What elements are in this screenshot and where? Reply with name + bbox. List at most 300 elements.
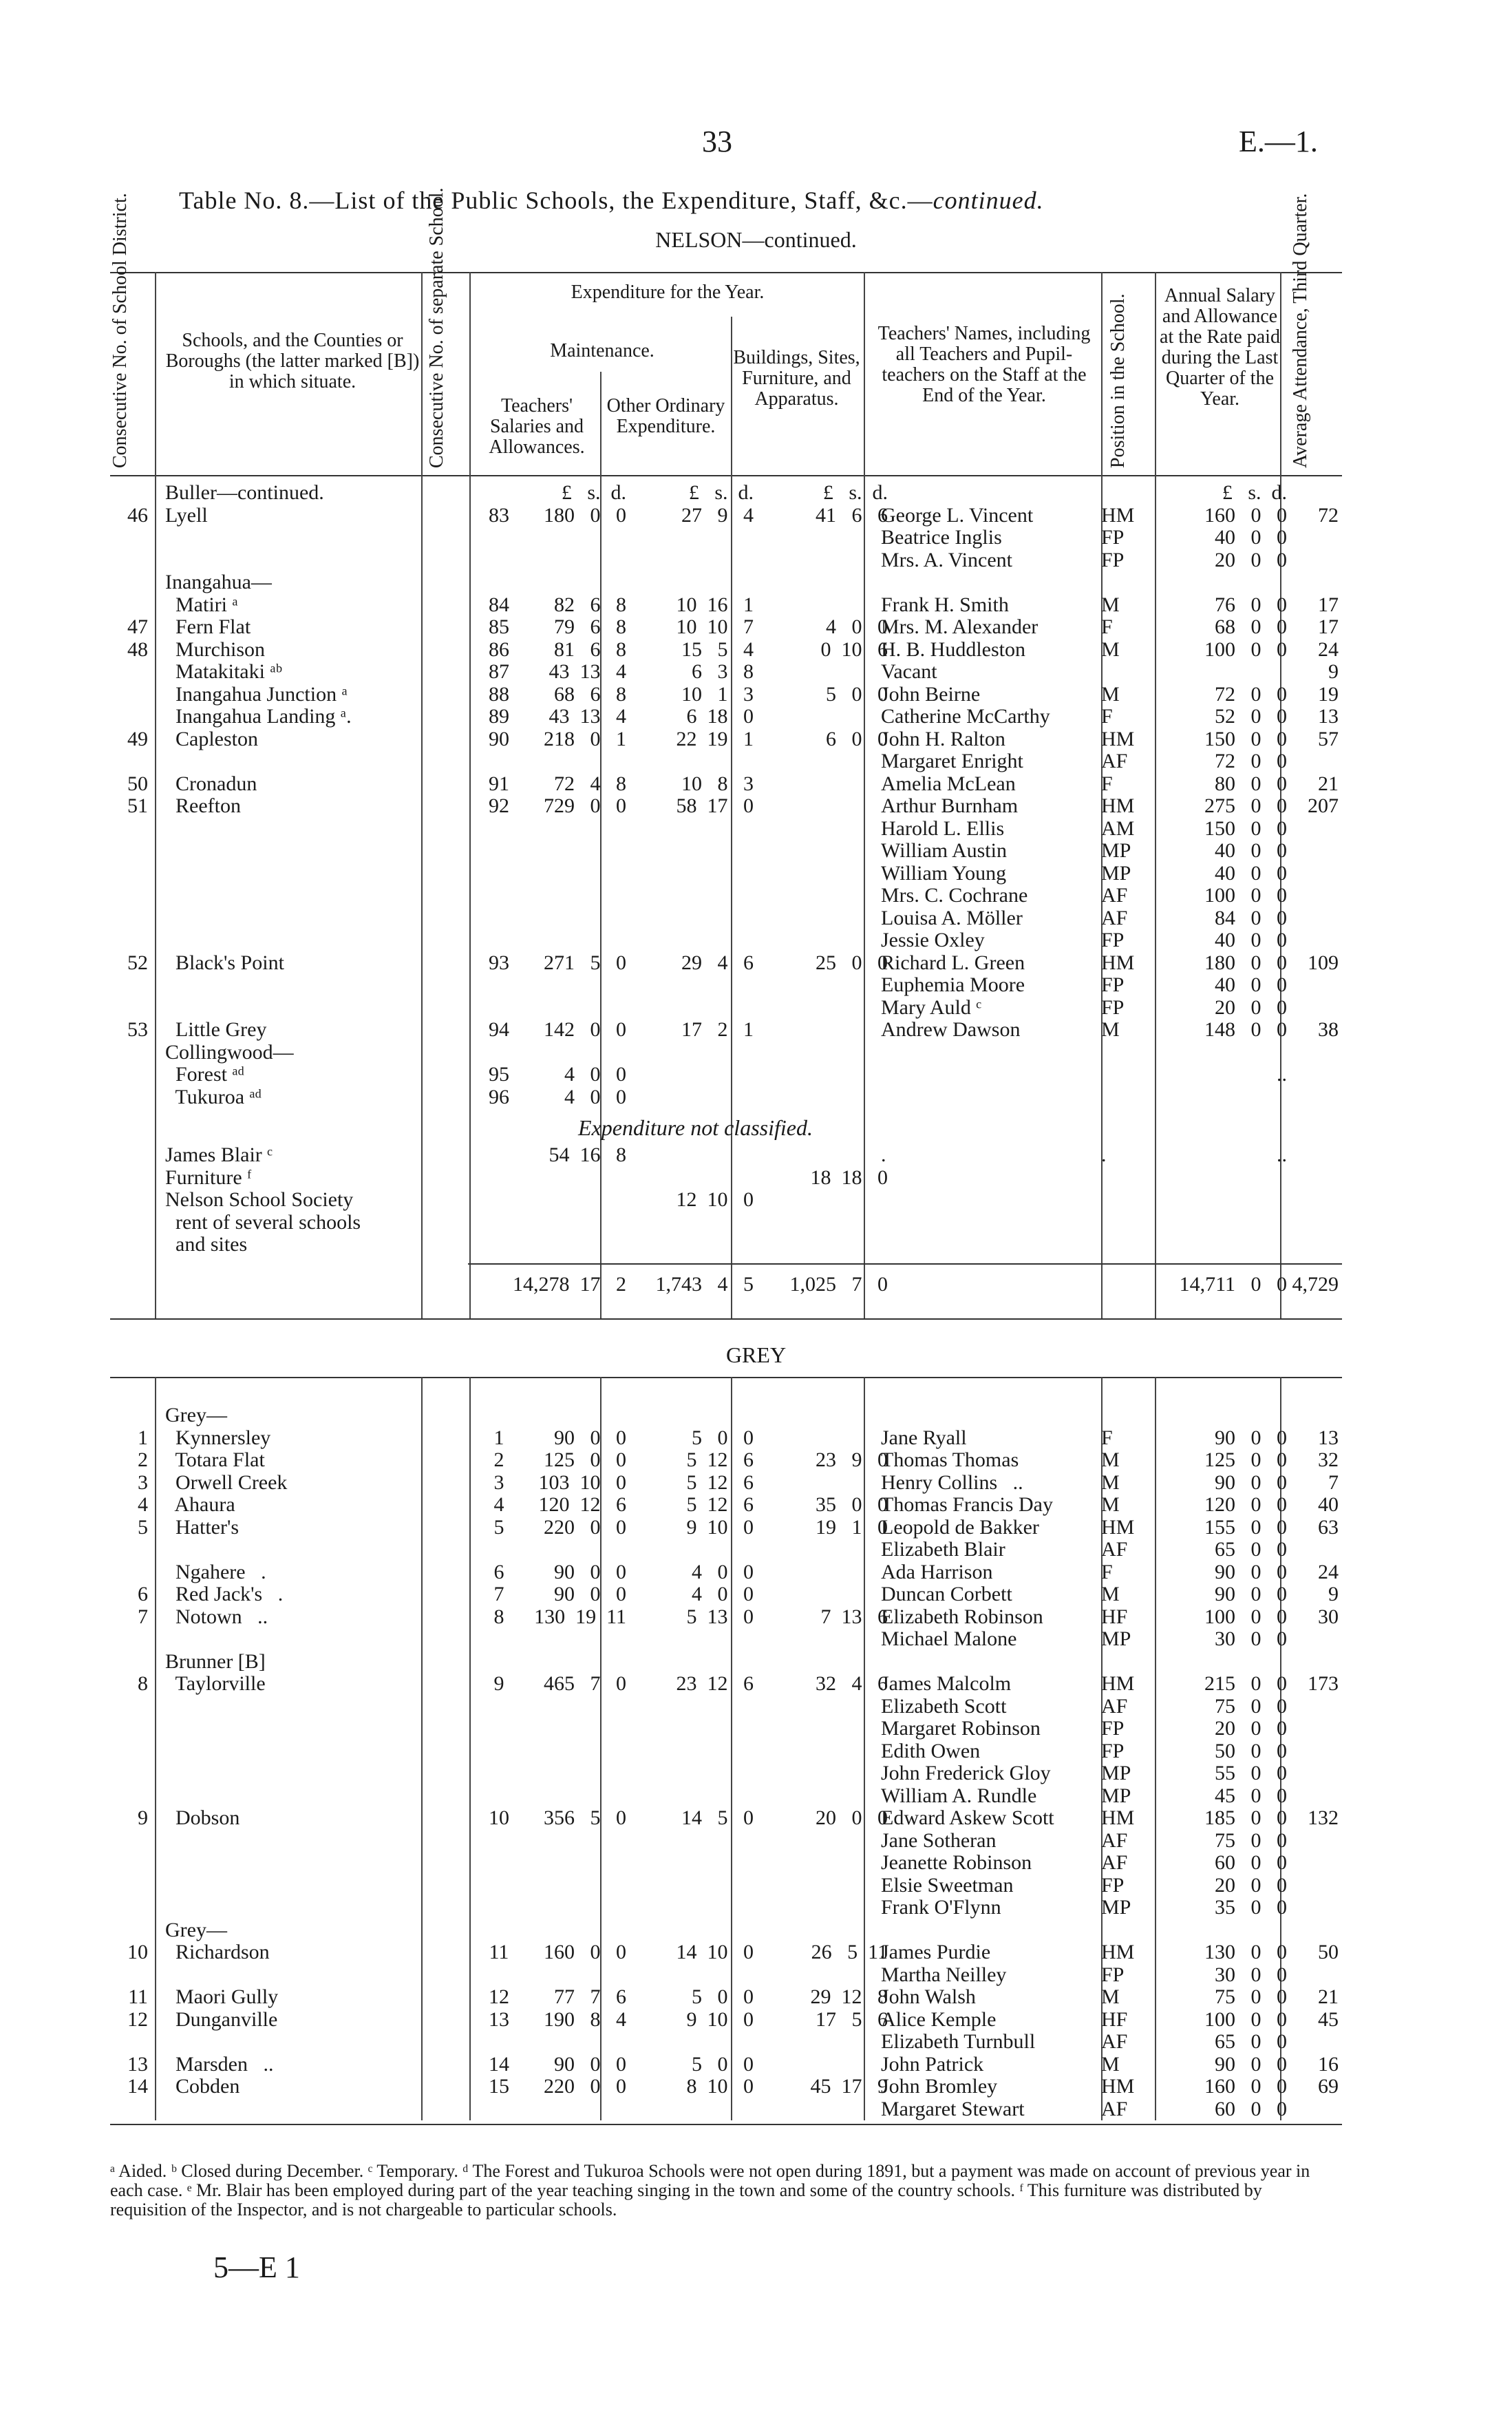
cell-other-expenditure: 5 0 0 <box>692 2052 754 2076</box>
cell-salary: 72 0 0 <box>1215 750 1287 772</box>
cell-teacher-name: Michael Malone <box>881 1627 1017 1650</box>
cell-school-name: Capleston <box>165 727 258 750</box>
cell-buildings: 17 5 6 <box>816 2007 888 2031</box>
cell-school-no: 6 <box>493 1560 504 1583</box>
cell-school-no: 4 <box>493 1493 504 1516</box>
cell-attendance: 38 <box>1318 1018 1339 1041</box>
cell-school-name: Lyell <box>165 503 208 527</box>
table-row <box>110 1696 1342 1718</box>
cell-attendance: 32 <box>1318 1448 1339 1471</box>
cell-other-expenditure: 14 10 0 <box>676 1941 754 1963</box>
cell-other-expenditure: 8 10 0 <box>686 2075 754 2098</box>
cell-school-name: Grey— <box>165 1918 227 1941</box>
cell-salary: 60 0 0 <box>1215 2097 1287 2120</box>
cell-salary: 130 0 0 <box>1204 1941 1287 1963</box>
cell-school-name: Totara Flat <box>165 1448 265 1471</box>
cell-other-expenditure: 23 12 6 <box>676 1672 754 1695</box>
cell-teacher-name: Arthur Burnham <box>881 794 1019 817</box>
cell-teachers-salaries: 81 6 8 <box>554 637 626 661</box>
cell-teachers-salaries: 72 4 8 <box>554 772 626 795</box>
cell-school-name: Inangahua Junction ᵃ <box>165 682 348 706</box>
table-row <box>110 1919 1342 1942</box>
cell-other-expenditure: 58 17 0 <box>676 794 754 817</box>
cell-school-name: rent of several schools <box>165 1210 361 1234</box>
table-row <box>110 885 1342 907</box>
cell-district-no: 49 <box>127 727 148 750</box>
cell-position: HM <box>1101 2075 1135 2098</box>
table-row <box>110 929 1342 952</box>
cell-teacher-name: Mary Auld ᶜ <box>881 995 982 1019</box>
cell-salary: 150 0 0 <box>1204 816 1287 840</box>
cell-attendance: 13 <box>1318 1426 1339 1449</box>
cell-district-no: 8 <box>138 1672 148 1695</box>
cell-school-no: 90 <box>489 727 509 750</box>
table-row <box>110 907 1342 930</box>
cell-teachers-salaries: 190 8 4 <box>544 2007 626 2031</box>
cell-buildings: 7 13 6 <box>820 1605 888 1628</box>
cell-teachers-salaries: 465 7 0 <box>544 1672 626 1695</box>
cell-teacher-name: Elizabeth Blair <box>881 1538 1005 1561</box>
footnote-text: ᵃ Aided. ᵇ Closed during December. ᶜ Temporary. ᵈ The Forest and Tukuroa Schools were not open during 1891, but a payment was made on account of previous year in each case. ᵉ Mr. Blair has been employed during part of the year teaching singing in the town and some of the country schools. ᶠ This furniture was distributed by requisition of the Inspector, and is not chargeable to particular schools. <box>110 2161 1310 2219</box>
cell-salary: 150 0 0 <box>1204 727 1287 750</box>
cell-school-no: 1 <box>493 1426 504 1449</box>
cell-district-no: 53 <box>127 1018 148 1041</box>
cell-salary: 40 0 0 <box>1215 526 1287 549</box>
table-row <box>110 1897 1342 1919</box>
cell-other-expenditure: 6 3 8 <box>692 660 754 683</box>
cell-salary: 90 0 0 <box>1215 1470 1287 1494</box>
cell-district-no: 9 <box>138 1806 148 1829</box>
cell-salary: 160 0 0 <box>1204 503 1287 527</box>
cell-district-no: 1 <box>138 1426 148 1449</box>
cell-buildings: 5 0 0 <box>826 682 888 706</box>
table-row <box>110 1144 1342 1167</box>
table-row <box>110 1404 1342 1427</box>
cell-teacher-name: Richard L. Green <box>881 951 1025 974</box>
cell-school-name: Buller—continued. <box>165 481 324 504</box>
cell-teacher-name: John Frederick Gloy <box>881 1762 1051 1784</box>
nelson-end-rule <box>110 1318 1342 1320</box>
header-teacher-names: Teachers' Names, including all Teachers and Pupil-teachers on the Staff at the End of the Year. <box>877 323 1091 406</box>
cell-teachers-salaries: 220 0 0 <box>544 1515 626 1539</box>
cell-school-no: 5 <box>493 1515 504 1539</box>
cell-teacher-name: Frank H. Smith <box>881 593 1009 616</box>
cell-salary: 40 0 0 <box>1215 839 1287 862</box>
cell-teachers-salaries: 356 5 0 <box>544 1806 626 1829</box>
cell-position: HM <box>1101 1672 1135 1695</box>
table-row <box>110 1274 1342 1296</box>
cell-attendance: 63 <box>1318 1515 1339 1539</box>
cell-salary: 68 0 0 <box>1215 615 1287 638</box>
cell-school-no: 88 <box>489 682 509 706</box>
table-row <box>110 1494 1342 1517</box>
cell-teacher-name: Jessie Oxley <box>881 929 985 951</box>
cell-position: M <box>1101 1018 1120 1041</box>
cell-other-expenditure: 1,743 4 5 <box>655 1273 754 1296</box>
cell-teachers-salaries: 90 0 0 <box>554 1426 626 1449</box>
table-row <box>110 1472 1342 1495</box>
cell-other-expenditure: 17 2 1 <box>681 1018 754 1041</box>
cell-attendance: 21 <box>1318 772 1339 795</box>
cell-teacher-name: Henry Collins .. <box>881 1470 1023 1494</box>
cell-other-expenditure: 10 8 3 <box>681 772 754 795</box>
cell-other-expenditure: 4 0 0 <box>692 1583 754 1605</box>
table-row <box>110 482 1342 505</box>
cell-buildings: 23 9 0 <box>816 1448 888 1471</box>
cell-attendance: 4,729 <box>1292 1273 1339 1296</box>
cell-position: MP <box>1101 1627 1131 1650</box>
cell-school-name: Richardson <box>165 1941 270 1963</box>
cell-salary: 75 0 0 <box>1215 1828 1287 1852</box>
table-row <box>110 571 1342 594</box>
header-other-expenditure: Other Ordinary Expenditure. <box>606 395 725 437</box>
cell-salary: 65 0 0 <box>1215 1538 1287 1561</box>
cell-position: M <box>1101 1493 1120 1516</box>
cell-teacher-name: Jane Ryall <box>881 1426 967 1449</box>
cell-teacher-name: Vacant <box>881 660 937 683</box>
cell-buildings: 26 5 11 <box>811 1941 888 1963</box>
table-row <box>110 1086 1342 1109</box>
table-row <box>110 750 1342 773</box>
cell-salary: 125 0 0 <box>1204 1448 1287 1471</box>
cell-attendance: 69 <box>1318 2075 1339 2098</box>
cell-other-expenditure: £ s. d. <box>688 481 754 504</box>
cell-school-name: Black's Point <box>165 951 284 974</box>
cell-position: HF <box>1101 1605 1128 1628</box>
cell-school-name: Fern Flat <box>165 615 251 638</box>
cell-school-name: Taylorville <box>165 1672 266 1695</box>
cell-salary: 45 0 0 <box>1215 1784 1287 1807</box>
table-row <box>110 1651 1342 1674</box>
cell-other-expenditure: 15 5 4 <box>681 637 754 661</box>
cell-other-expenditure: 9 10 0 <box>686 2007 754 2031</box>
grey-top-rule <box>110 1377 1342 1378</box>
table-row <box>110 549 1342 572</box>
table-row <box>110 1673 1342 1696</box>
cell-teachers-salaries: 271 5 0 <box>544 951 626 974</box>
cell-teacher-name: Euphemia Moore <box>881 973 1025 996</box>
cell-position: HM <box>1101 727 1135 750</box>
cell-salary: 30 0 0 <box>1215 1627 1287 1650</box>
cell-school-name: Marsden .. <box>165 2052 274 2076</box>
table-row <box>110 1875 1342 1897</box>
cell-salary: 100 0 0 <box>1204 637 1287 661</box>
cell-position: F <box>1101 705 1113 728</box>
cell-school-name: Matakitaki ᵃᵇ <box>165 660 282 683</box>
cell-teachers-salaries: 130 19 11 <box>534 1605 626 1628</box>
table-row <box>110 706 1342 728</box>
cell-attendance: 21 <box>1318 1985 1339 2008</box>
cell-teacher-name: Elsie Sweetman <box>881 1873 1014 1897</box>
cell-position: M <box>1101 1985 1120 2008</box>
section-grey: GREY <box>725 1342 787 1367</box>
cell-position: MP <box>1101 1762 1131 1784</box>
cell-teacher-name: Andrew Dawson <box>881 1018 1021 1041</box>
cell-teachers-salaries: 54 16 8 <box>549 1143 626 1166</box>
cell-school-name: Inangahua Landing ᵃ. <box>165 705 352 728</box>
cell-position: AF <box>1101 1538 1128 1561</box>
cell-salary: 100 0 0 <box>1204 2007 1287 2031</box>
header-top-rule <box>110 272 1342 273</box>
cell-position: AF <box>1101 1694 1128 1718</box>
cell-teacher-name: Thomas Thomas <box>881 1448 1019 1471</box>
cell-school-name: Inangahua— <box>165 571 272 593</box>
cell-position: FP <box>1101 526 1125 549</box>
cell-teacher-name: Catherine McCarthy <box>881 705 1050 728</box>
cell-other-expenditure: 6 18 0 <box>686 705 754 728</box>
cell-salary: 75 0 0 <box>1215 1694 1287 1718</box>
cell-school-no: 93 <box>489 951 509 974</box>
table-row <box>110 1042 1342 1064</box>
cell-district-no: 13 <box>127 2052 148 2076</box>
table-row <box>110 1449 1342 1472</box>
cell-attendance: 9 <box>1328 660 1339 683</box>
table-row <box>110 2031 1342 2054</box>
header-buildings: Buildings, Sites, Furniture, and Apparatus. <box>733 347 860 410</box>
cell-teachers-salaries: 4 0 0 <box>564 1063 626 1086</box>
table-row <box>110 1941 1342 1964</box>
cell-attendance: 16 <box>1318 2052 1339 2076</box>
table-row <box>110 1740 1342 1763</box>
cell-teachers-salaries: £ s. d. <box>561 481 626 504</box>
cell-teacher-name: Amelia McLean <box>881 772 1016 795</box>
nelson-table-body <box>110 482 1342 1108</box>
table-row <box>110 527 1342 549</box>
table-row <box>110 1539 1342 1561</box>
cell-salary: 90 0 0 <box>1215 1560 1287 1583</box>
cell-teacher-name: Margaret Enright <box>881 750 1023 772</box>
cell-attendance: 13 <box>1318 705 1339 728</box>
cell-school-no: 86 <box>489 637 509 661</box>
cell-salary: 148 0 0 <box>1204 1018 1287 1041</box>
table-row <box>110 1064 1342 1086</box>
cell-attendance: 57 <box>1318 727 1339 750</box>
cell-teacher-name: Edward Askew Scott <box>881 1806 1054 1829</box>
header-district: Consecutive No. of School District. <box>109 193 131 468</box>
cell-school-no: 14 <box>489 2052 509 2076</box>
cell-teacher-name: Elizabeth Robinson <box>881 1605 1043 1628</box>
cell-salary: 100 0 0 <box>1204 884 1287 907</box>
cell-school-no: 85 <box>489 615 509 638</box>
cell-position: HF <box>1101 2007 1128 2031</box>
table-row <box>110 2098 1342 2121</box>
cell-school-no: 11 <box>489 1941 509 1963</box>
table-row <box>110 639 1342 662</box>
cell-other-expenditure: 14 5 0 <box>681 1806 754 1829</box>
cell-attendance: 7 <box>1328 1470 1339 1494</box>
cell-position: HM <box>1101 1806 1135 1829</box>
cell-position: AF <box>1101 906 1128 929</box>
cell-salary: 20 0 0 <box>1215 1873 1287 1897</box>
cell-position: M <box>1101 1448 1120 1471</box>
cell-position: M <box>1101 682 1120 706</box>
table-row <box>110 1583 1342 1606</box>
page-number: 33 <box>702 125 732 158</box>
header-expenditure: Expenditure for the Year. <box>571 282 765 303</box>
cell-teacher-name: Alice Kemple <box>881 2007 997 2031</box>
cell-salary: 90 0 0 <box>1215 2052 1287 2076</box>
table-row <box>110 1167 1342 1190</box>
cell-attendance: 173 <box>1308 1672 1339 1695</box>
cell-salary: 75 0 0 <box>1215 1985 1287 2008</box>
cell-school-no: 10 <box>489 1806 509 1829</box>
cell-attendance: 24 <box>1318 637 1339 661</box>
cell-school-no: 8 <box>493 1605 504 1628</box>
table-row <box>110 997 1342 1020</box>
cell-teacher-name: Frank O'Flynn <box>881 1896 1001 1919</box>
table-row <box>110 1986 1342 2009</box>
cell-other-expenditure: 10 16 1 <box>676 593 754 616</box>
cell-teacher-name: John Beirne <box>881 682 981 706</box>
cell-school-name: James Blair ᶜ <box>165 1143 273 1166</box>
cell-school-name: Red Jack's . <box>165 1583 284 1605</box>
cell-attendance: 132 <box>1308 1806 1339 1829</box>
cell-salary: 120 0 0 <box>1204 1493 1287 1516</box>
cell-other-expenditure: 9 10 0 <box>686 1515 754 1539</box>
cell-attendance: 50 <box>1318 1941 1339 1963</box>
cell-attendance: 24 <box>1318 1560 1339 1583</box>
cell-teacher-name: Duncan Corbett <box>881 1583 1012 1605</box>
table-row <box>110 1606 1342 1629</box>
cell-salary: 30 0 0 <box>1215 1963 1287 1986</box>
cell-teacher-name: William Austin <box>881 839 1007 862</box>
cell-teacher-name: Mrs. A. Vincent <box>881 548 1012 571</box>
cell-position: AF <box>1101 1851 1128 1874</box>
table-row <box>110 818 1342 841</box>
cell-teachers-salaries: 43 13 4 <box>549 660 626 683</box>
cell-position: FP <box>1101 929 1125 951</box>
cell-teachers-salaries: 77 7 6 <box>554 1985 626 2008</box>
cell-school-no: 7 <box>493 1583 504 1605</box>
cell-school-name: Maori Gully <box>165 1985 279 2008</box>
cell-salary: 215 0 0 <box>1204 1672 1287 1695</box>
cell-teacher-name: Margaret Stewart <box>881 2097 1025 2120</box>
cell-teacher-name: Jane Sotheran <box>881 1828 997 1852</box>
cell-school-name: Reefton <box>165 794 241 817</box>
table-row <box>110 952 1342 975</box>
cell-salary: 20 0 0 <box>1215 548 1287 571</box>
cell-other-expenditure: 5 12 6 <box>686 1470 754 1494</box>
cell-teacher-name: George L. Vincent <box>881 503 1034 527</box>
cell-position: FP <box>1101 973 1125 996</box>
cell-other-expenditure: 27 9 4 <box>681 503 754 527</box>
cell-other-expenditure: 12 10 0 <box>676 1188 754 1211</box>
cell-school-no: 96 <box>489 1085 509 1108</box>
cell-salary: 84 0 0 <box>1215 906 1287 929</box>
cell-position: HM <box>1101 794 1135 817</box>
cell-position: HM <box>1101 1515 1135 1539</box>
footnotes <box>110 2162 1342 2219</box>
cell-school-name: Murchison <box>165 637 265 661</box>
cell-buildings: 29 12 8 <box>810 1985 888 2008</box>
cell-teachers-salaries: 68 6 8 <box>554 682 626 706</box>
cell-school-name: Dunganville <box>165 2007 278 2031</box>
signature-mark: 5—E 1 <box>213 2250 300 2284</box>
unclassified-table-body <box>110 1144 1342 1256</box>
cell-teacher-name: John Walsh <box>881 1985 976 2008</box>
cell-buildings: 0 10 6 <box>820 637 888 661</box>
cell-buildings: 25 0 0 <box>816 951 888 974</box>
table-row <box>110 728 1342 751</box>
table-row <box>110 1852 1342 1875</box>
cell-teacher-name: H. B. Huddleston <box>881 637 1025 661</box>
cell-teacher-name: Leopold de Bakker <box>881 1515 1039 1539</box>
cell-school-no: 95 <box>489 1063 509 1086</box>
cell-position: AF <box>1101 2097 1128 2120</box>
table-row <box>110 684 1342 706</box>
cell-district-no: 51 <box>127 794 148 817</box>
header-bottom-rule <box>110 475 1342 476</box>
cell-salary: 35 0 0 <box>1215 1896 1287 1919</box>
table-row <box>110 840 1342 863</box>
cell-position: FP <box>1101 995 1125 1019</box>
cell-teacher-name: James Malcolm <box>881 1672 1012 1695</box>
cell-salary: .. <box>1277 1063 1287 1086</box>
cell-teacher-name: Elizabeth Scott <box>881 1694 1007 1718</box>
cell-position: . <box>1101 1143 1107 1166</box>
cell-teacher-name: Harold L. Ellis <box>881 816 1005 840</box>
table-row <box>110 2009 1342 2032</box>
table-row <box>110 2054 1342 2076</box>
cell-district-no: 46 <box>127 503 148 527</box>
cell-position: MP <box>1101 1784 1131 1807</box>
grey-end-rule <box>110 2124 1342 2125</box>
cell-position: AF <box>1101 1828 1128 1852</box>
cell-position: AF <box>1101 2030 1128 2053</box>
cell-school-no: 89 <box>489 705 509 728</box>
cell-other-expenditure: 10 10 7 <box>676 615 754 638</box>
cell-teacher-name: William Young <box>881 861 1007 885</box>
cell-salary: 50 0 0 <box>1215 1739 1287 1762</box>
table-row <box>110 1427 1342 1450</box>
cell-attendance: 45 <box>1318 2007 1339 2031</box>
table-row <box>110 594 1342 617</box>
table-row <box>110 773 1342 796</box>
cell-school-no: 3 <box>493 1470 504 1494</box>
cell-school-no: 2 <box>493 1448 504 1471</box>
table-row <box>110 1830 1342 1853</box>
header-teachers-salaries: Teachers' Salaries and Allowances. <box>489 395 585 458</box>
header-maintenance: Maintenance. <box>550 340 654 361</box>
cell-attendance: 40 <box>1318 1493 1339 1516</box>
cell-district-no: 3 <box>138 1470 148 1494</box>
cell-school-name: Furniture ᶠ <box>165 1166 252 1189</box>
cell-salary: 80 0 0 <box>1215 772 1287 795</box>
cell-position: F <box>1101 1426 1113 1449</box>
cell-teacher-name: Ada Harrison <box>881 1560 993 1583</box>
cell-teacher-name: Margaret Robinson <box>881 1717 1041 1740</box>
cell-teacher-name: Louisa A. Möller <box>881 906 1023 929</box>
table-row <box>110 795 1342 818</box>
cell-teacher-name: Jeanette Robinson <box>881 1851 1032 1874</box>
cell-school-no: 84 <box>489 593 509 616</box>
cell-teacher-name: Thomas Francis Day <box>881 1493 1053 1516</box>
cell-teacher-name: Elizabeth Turnbull <box>881 2030 1036 2053</box>
cell-teachers-salaries: 4 0 0 <box>564 1085 626 1108</box>
cell-attendance: 109 <box>1308 951 1339 974</box>
cell-teacher-name: John H. Ralton <box>881 727 1005 750</box>
cell-position: FP <box>1101 1717 1125 1740</box>
cell-teachers-salaries: 43 13 4 <box>549 705 626 728</box>
cell-attendance: 17 <box>1318 615 1339 638</box>
cell-attendance: 72 <box>1318 503 1339 527</box>
cell-district-no: 12 <box>127 2007 148 2031</box>
grey-table-body <box>110 1404 1342 2120</box>
cell-position: HM <box>1101 951 1135 974</box>
cell-teachers-salaries: 160 0 0 <box>544 1941 626 1963</box>
cell-position: MP <box>1101 861 1131 885</box>
cell-salary: 90 0 0 <box>1215 1426 1287 1449</box>
